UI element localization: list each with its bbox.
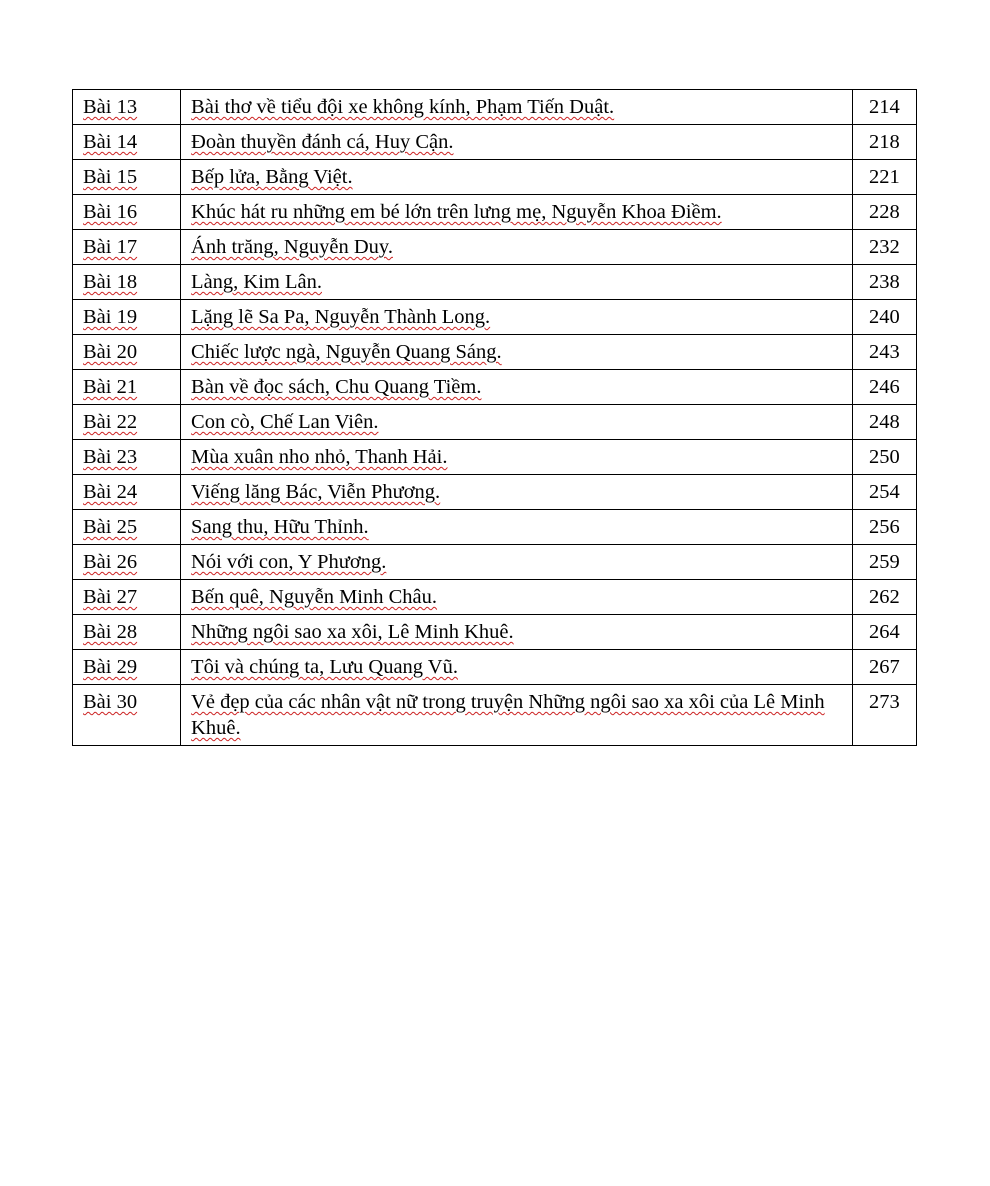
page-number-cell: [852, 615, 916, 650]
lesson-title: Sang thu, Hữu Thỉnh.: [191, 516, 369, 538]
page-number: 214: [869, 96, 900, 118]
lesson-title: Mùa xuân nho nhỏ, Thanh Hải.: [191, 446, 448, 468]
lesson-number-cell: [73, 160, 181, 195]
lesson-title-cell: [181, 195, 853, 230]
table-row: [73, 195, 917, 230]
page-number-cell: [852, 125, 916, 160]
page-number-cell: [852, 405, 916, 440]
table-row: [73, 650, 917, 685]
page-number: 232: [869, 236, 900, 258]
lesson-number-cell: [73, 265, 181, 300]
lesson-title: Nói với con, Y Phương.: [191, 551, 387, 573]
page-number: 246: [869, 376, 900, 398]
table-row: [73, 265, 917, 300]
lesson-number-cell: [73, 580, 181, 615]
lesson-title: Bài thơ về tiểu đội xe không kính, Phạm Tiến Duật.: [191, 96, 615, 118]
page-number-cell: [852, 195, 916, 230]
lesson-title-cell: [181, 405, 853, 440]
lesson-number: Bài 16: [83, 201, 138, 223]
page-number: 238: [869, 271, 900, 293]
table-row: [73, 335, 917, 370]
lesson-title-cell: [181, 90, 853, 125]
lesson-title: Lặng lẽ Sa Pa, Nguyễn Thành Long.: [191, 306, 491, 328]
lesson-number: Bài 15: [83, 166, 138, 188]
lesson-title-cell: [181, 125, 853, 160]
lesson-number-cell: [73, 300, 181, 335]
lesson-number: Bài 14: [83, 131, 138, 153]
lesson-number-cell: [73, 230, 181, 265]
lesson-title: Tôi và chúng ta, Lưu Quang Vũ.: [191, 656, 458, 678]
lesson-number: Bài 20: [83, 341, 138, 363]
lesson-number: Bài 28: [83, 621, 138, 643]
table-row: [73, 300, 917, 335]
page-number-cell: [852, 265, 916, 300]
page-number: 264: [869, 621, 900, 643]
page-number: 273: [869, 691, 900, 713]
lesson-number-cell: [73, 125, 181, 160]
page-number: 259: [869, 551, 900, 573]
table-row: [73, 580, 917, 615]
table-row: [73, 230, 917, 265]
table-row: [73, 405, 917, 440]
lesson-title-cell: [181, 475, 853, 510]
lesson-title: Vẻ đẹp của các nhân vật nữ trong truyện Những ngôi sao xa xôi của Lê Minh Khuê.: [191, 691, 825, 739]
lesson-title-cell: [181, 370, 853, 405]
lesson-number: Bài 25: [83, 516, 138, 538]
lesson-title-cell: [181, 545, 853, 580]
page-number-cell: [852, 650, 916, 685]
table-row: [73, 90, 917, 125]
lesson-title: Làng, Kim Lân.: [191, 271, 322, 293]
lesson-number: Bài 30: [83, 691, 138, 713]
lesson-title-cell: [181, 615, 853, 650]
page-number-cell: [852, 160, 916, 195]
table-row: [73, 545, 917, 580]
page-number: 228: [869, 201, 900, 223]
lesson-number: Bài 17: [83, 236, 138, 258]
page-number: 256: [869, 516, 900, 538]
lesson-title: Chiếc lược ngà, Nguyễn Quang Sáng.: [191, 341, 502, 363]
lesson-title: Khúc hát ru những em bé lớn trên lưng mẹ, Nguyễn Khoa Điềm.: [191, 201, 722, 223]
lesson-number-cell: [73, 650, 181, 685]
lesson-title: Con cò, Chế Lan Viên.: [191, 411, 379, 433]
lesson-number-cell: [73, 685, 181, 746]
lesson-title-cell: [181, 650, 853, 685]
lesson-title-cell: [181, 300, 853, 335]
table-row: [73, 510, 917, 545]
page-number-cell: [852, 580, 916, 615]
page-number: 243: [869, 341, 900, 363]
table-row: [73, 615, 917, 650]
page-number: 218: [869, 131, 900, 153]
lesson-number-cell: [73, 475, 181, 510]
lesson-number-cell: [73, 510, 181, 545]
page-number-cell: [852, 300, 916, 335]
page-number-cell: [852, 510, 916, 545]
page-number-cell: [852, 335, 916, 370]
lesson-title-cell: [181, 580, 853, 615]
page-number: 240: [869, 306, 900, 328]
lesson-number-cell: [73, 615, 181, 650]
lesson-number-cell: [73, 335, 181, 370]
lesson-title-cell: [181, 510, 853, 545]
table-row: [73, 440, 917, 475]
page-number: 262: [869, 586, 900, 608]
lesson-title: Bến quê, Nguyễn Minh Châu.: [191, 586, 438, 608]
table-row: [73, 475, 917, 510]
lesson-title: Những ngôi sao xa xôi, Lê Minh Khuê.: [191, 621, 514, 643]
page-number: 221: [869, 166, 900, 188]
page-number: 254: [869, 481, 900, 503]
page-number-cell: [852, 90, 916, 125]
lesson-number-cell: [73, 195, 181, 230]
lesson-number: Bài 27: [83, 586, 138, 608]
lesson-title-cell: [181, 265, 853, 300]
table-row: [73, 370, 917, 405]
page-number-cell: [852, 440, 916, 475]
lesson-title: Đoàn thuyền đánh cá, Huy Cận.: [191, 131, 454, 153]
lesson-number: Bài 19: [83, 306, 138, 328]
lesson-number-cell: [73, 545, 181, 580]
page-number-cell: [852, 685, 916, 746]
lesson-number-cell: [73, 440, 181, 475]
lesson-title-cell: [181, 685, 853, 746]
lesson-number-cell: [73, 370, 181, 405]
lesson-number: Bài 22: [83, 411, 138, 433]
table-row: [73, 125, 917, 160]
page-number: 248: [869, 411, 900, 433]
table-row: [73, 160, 917, 195]
lesson-title-cell: [181, 160, 853, 195]
lesson-number-cell: [73, 90, 181, 125]
page-number-cell: [852, 370, 916, 405]
page-number: 267: [869, 656, 900, 678]
lesson-number: Bài 13: [83, 96, 138, 118]
toc-body: [73, 90, 917, 746]
lesson-title: Bếp lửa, Bằng Việt.: [191, 166, 353, 188]
page-number-cell: [852, 475, 916, 510]
lesson-number: Bài 26: [83, 551, 138, 573]
lesson-title: Viếng lăng Bác, Viễn Phương.: [191, 481, 441, 503]
lesson-title-cell: [181, 440, 853, 475]
lesson-title-cell: [181, 230, 853, 265]
lesson-number: Bài 21: [83, 376, 138, 398]
page-number-cell: [852, 230, 916, 265]
lesson-title: Ánh trăng, Nguyễn Duy.: [191, 236, 393, 258]
lesson-number: Bài 18: [83, 271, 138, 293]
lesson-title: Bàn về đọc sách, Chu Quang Tiềm.: [191, 376, 482, 398]
page-number-cell: [852, 545, 916, 580]
lesson-number: Bài 24: [83, 481, 138, 503]
lesson-number-cell: [73, 405, 181, 440]
table-row: [73, 685, 917, 746]
table-of-contents: [72, 89, 917, 746]
page-number: 250: [869, 446, 900, 468]
lesson-title-cell: [181, 335, 853, 370]
lesson-number: Bài 29: [83, 656, 138, 678]
lesson-number: Bài 23: [83, 446, 138, 468]
